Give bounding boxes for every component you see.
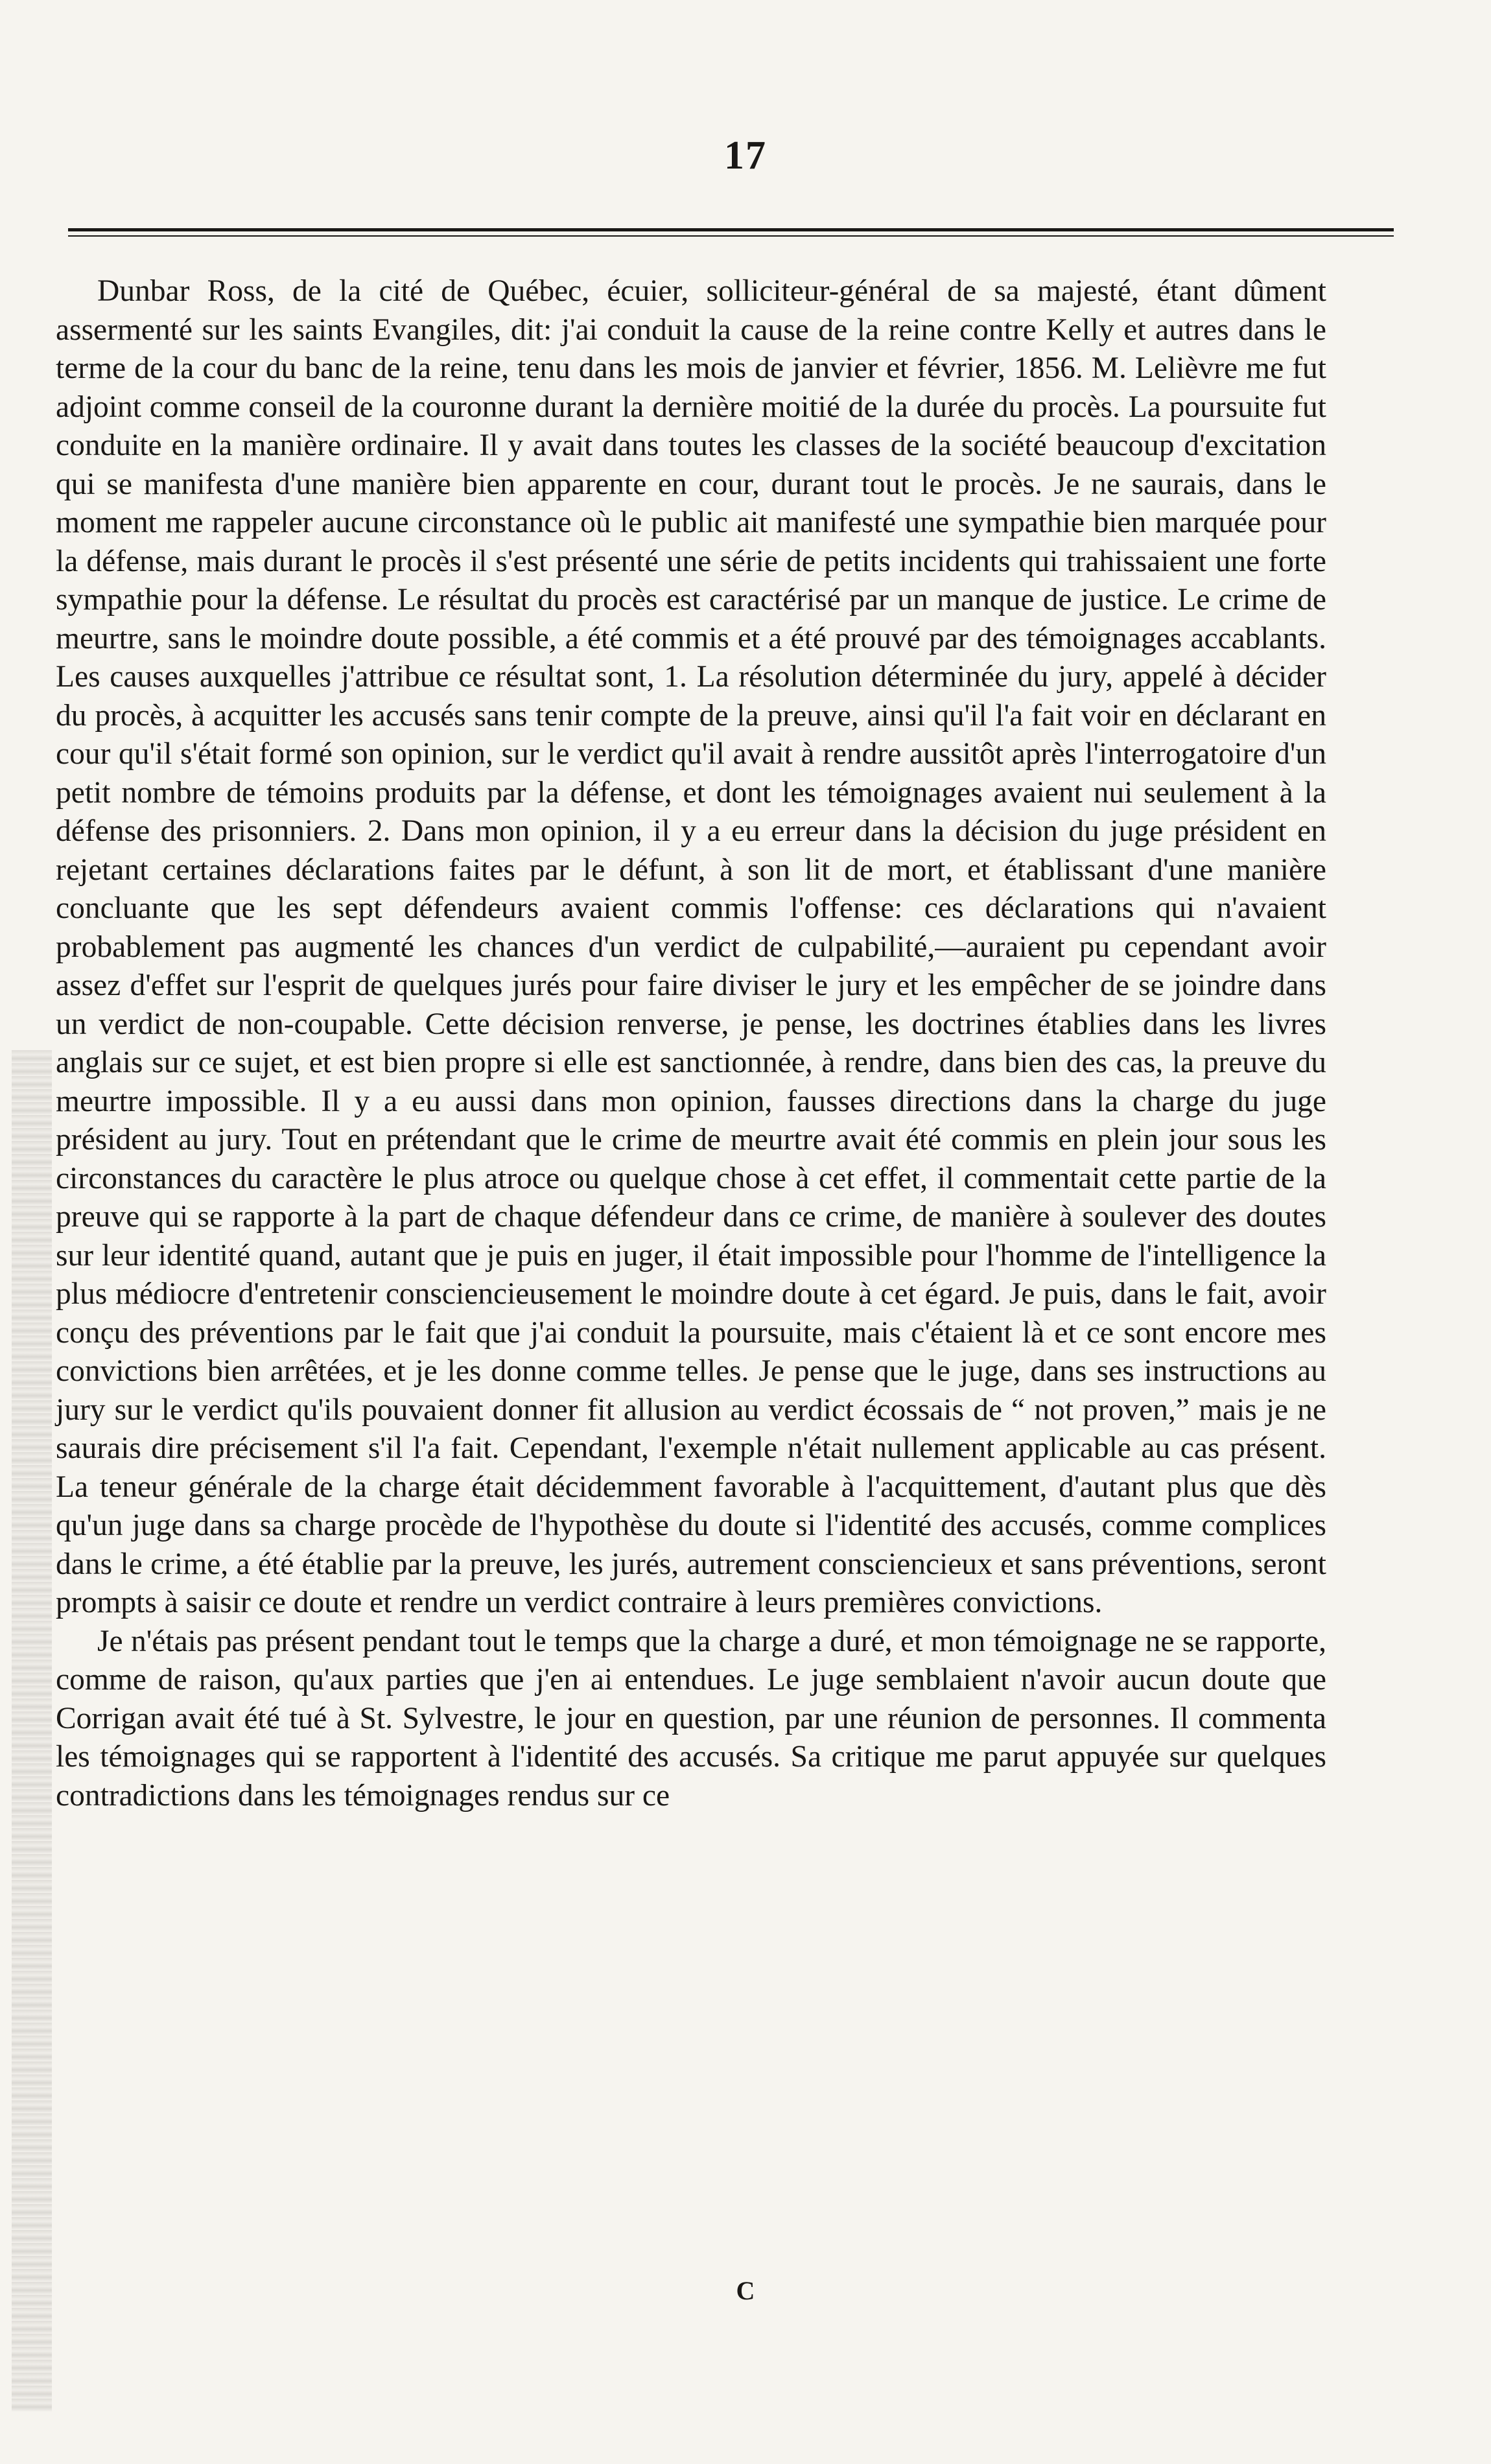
body-text	[56, 272, 1326, 1815]
header-rule	[68, 228, 1394, 231]
signature-mark: C	[736, 2276, 755, 2305]
margin-scan-artifact	[12, 1050, 52, 2411]
paragraph-testimony-ross: Dunbar Ross, de la cité de Québec, écuier, solliciteur-général de sa majesté, étant dûment assermenté sur les saints Evangiles, dit: j'ai conduit la cause de la reine contre Kelly et autres dans le terme de la cour du banc de la reine, tenu dans les mois de janvier et février, 1856. M. Lelièvre me fut adjoint comme conseil de la couronne durant la dernière moitié de la durée du procès. La poursuite fut conduite en la manière ordinaire. Il y avait dans toutes les classes de la société beaucoup d'excitation qui se manifesta d'une manière bien apparente en cour, durant tout le procès. Je ne saurais, dans le moment me rappeler aucune circonstance où le public ait manifesté une sympathie bien marquée pour la défense, mais durant le procès il s'est présenté une série de petits incidents qui trahissaient une forte sympathie pour la défense. Le résultat du procès est caractérisé par un manque de justice. Le crime de meurtre, sans le moindre doute possible, a été commis et a été prouvé par des témoignages accablants. Les causes auxquelles j'attribue ce résultat sont, 1. La résolution déterminée du jury, appelé à décider du procès, à acquitter les accusés sans tenir compte de la preuve, ainsi qu'il l'a fait voir en déclarant en cour qu'il s'était formé son opinion, sur le verdict qu'il avait à rendre aussitôt après l'interrogatoire d'un petit nombre de témoins produits par la défense, et dont les témoignages avaient nui seulement à la défense des prisonniers. 2. Dans mon opinion, il y a eu erreur dans la décision du juge président en rejetant certaines déclarations faites par le défunt, à son lit de mort, et établissant d'une manière concluante que les sept défendeurs avaient commis l'offense: ces déclarations qui n'avaient probablement pas augmenté les chances d'un verdict de culpabilité,—auraient pu cependant avoir assez d'effet sur l'esprit de quelques jurés pour faire diviser le jury et les empêcher de se joindre dans un verdict de non-coupable. Cette décision renverse, je pense, les doctrines établies dans les livres anglais sur ce sujet, et est bien propre si elle est sanctionnée, à rendre, dans bien des cas, la preuve du meurtre impossible. Il y a eu aussi dans mon opinion, fausses directions dans la charge du juge président au jury. Tout en prétendant que le crime de meurtre avait été commis en plein jour sous les circonstances du caractère le plus atroce ou quelque chose à cet effet, il commentait cette partie de la preuve qui se rapporte à la part de chaque défendeur dans ce crime, de manière à soulever des doutes sur leur identité quand, autant que je puis en juger, il était impossible pour l'homme de l'intelligence la plus médiocre d'entretenir consciencieusement le moindre doute à cet égard. Je puis, dans le fait, avoir conçu des préventions par le fait que j'ai conduit la poursuite, mais c'étaient là et ce sont encore mes convictions bien arrêtées, et je les donne comme telles. Je pense que le juge, dans ses instructions au jury sur le verdict qu'ils pouvaient donner fit allusion au verdict écossais de “ not proven,” mais je ne saurais dire précisement s'il l'a fait. Cependant, l'exemple n'était nullement applicable au cas présent. La teneur générale de la charge était décidemment favorable à l'acquittement, d'autant plus que dès qu'un juge dans sa charge procède de l'hypothèse du doute si l'identité des accusés, comme complices dans le crime, a été établie par la preuve, les jurés, autrement consciencieux et sans préventions, seront prompts à saisir ce doute et rendre un verdict contraire à leurs premières convictions.	[56, 274, 1326, 1619]
paragraph-charge-absence: Je n'étais pas présent pendant tout le temps que la charge a duré, et mon témoignage ne se rapporte, comme de raison, qu'aux parties que j'en ai entendues. Le juge semblaient n'avoir aucun doute que Corrigan avait été tué à St. Sylvestre, le jour en question, par une réunion de personnes. Il commenta les témoignages qui se rapportent à l'identité des accusés. Sa critique me parut appuyée sur quelques contradictions dans les témoignages rendus sur ce	[56, 1624, 1326, 1813]
header-rule-thin	[68, 235, 1394, 237]
page-number: 17	[724, 134, 767, 178]
